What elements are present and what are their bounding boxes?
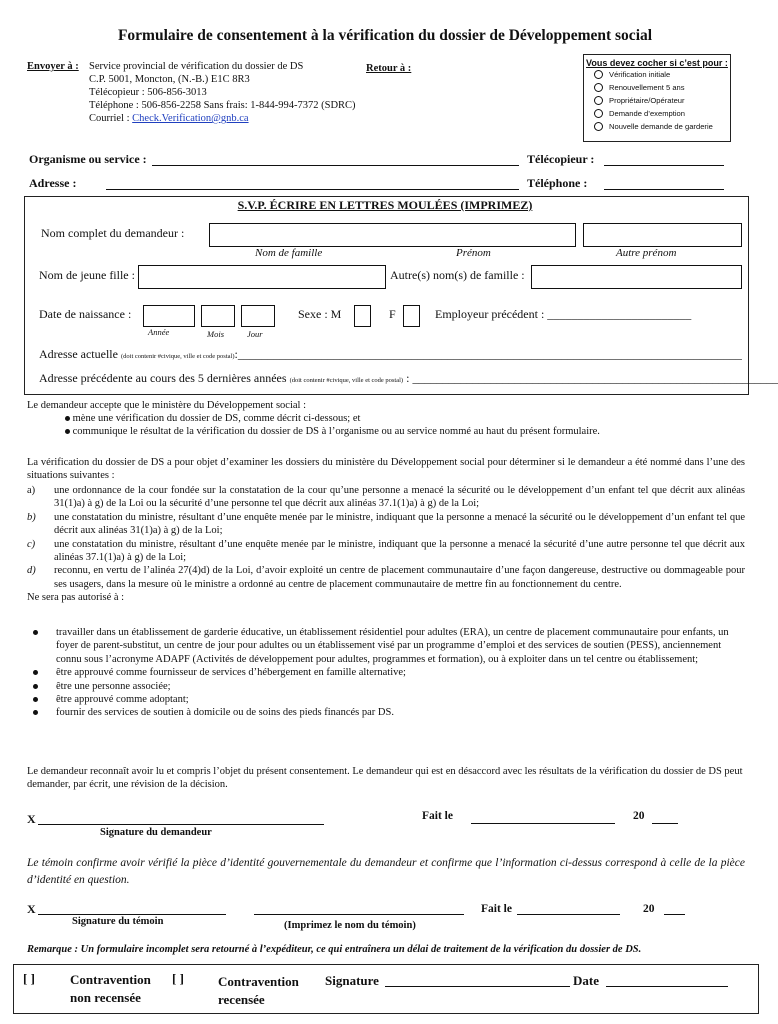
phone-field[interactable]: [604, 189, 724, 190]
radio-circle-icon[interactable]: [594, 83, 603, 92]
other-last-names-label: Autre(s) nom(s) de famille :: [390, 268, 525, 282]
page-title: Formulaire de consentement à la vérification du dossier de Développement social: [117, 27, 653, 44]
list-item: b) une constatation du ministre, résultant d’une enquête menée par le ministre, indiquant que la personne a menacé la sécurité ou le développement d’un enfant tel que décrit aux alinéas 31(1)a) à g) de la Loi;: [27, 511, 745, 537]
office-date-label: Date: [573, 973, 599, 988]
year-prefix: 20: [633, 810, 645, 822]
sex-f-checkbox[interactable]: [403, 305, 420, 327]
purpose-items: [27, 484, 745, 605]
address-line: C.P. 5001, Moncton, (N.-B.) E1C 8R3: [89, 74, 250, 85]
remark-text: Remarque : Un formulaire incomplet sera retourné à l’expéditeur, ce qui entraînera un délai de traitement de la vérification du dossier de DS.: [27, 944, 642, 955]
witness-done-on-label: Fait le: [481, 903, 512, 915]
list-item: d) reconnu, en vertu de l’alinéa 27(4)d) de la Loi, d’avoir exploité un centre de placement communautaire d’une façon dangereuse, destructive ou dommageable pour ses usagers, dans la mesure où le ministre a ordonné au centre de placement communautaire de mettre fin au fonctionnement du centre.: [27, 565, 745, 590]
bullet-icon: [65, 429, 70, 434]
witness-signature-label: Signature du témoin: [72, 916, 164, 927]
address-field[interactable]: [106, 189, 519, 190]
email-link[interactable]: Check.Verification@gnb.ca: [132, 113, 249, 124]
first-name-caption: Prénom: [456, 247, 491, 259]
current-address-line[interactable]: :____________________________________________________________________________________: [234, 347, 742, 361]
agreement-list: [65, 412, 745, 439]
month-caption: Mois: [207, 329, 224, 339]
list-item: être une personne associée;: [33, 680, 745, 693]
option-new-daycare[interactable]: Nouvelle demande de garderie: [594, 120, 730, 133]
office-date-field[interactable]: [606, 986, 728, 987]
previous-address-line[interactable]: : _____________________________________________________________: [406, 371, 778, 385]
purpose-checkbox-panel: [583, 54, 731, 142]
year-caption: Année: [148, 327, 170, 337]
bracket-checkbox-1[interactable]: [ ]: [23, 971, 35, 986]
list-item: a) une ordonnance de la cour fondée sur la constatation de la cour qu’une personne a menacé la sécurité ou le développement d’un enfant tel que décrit aux alinéas 31(1)a) à g) de la Loi ou la sécurité d’une personne tel que décrit aux alinéas 37.1(1)a) à g) de la Loi;: [27, 485, 745, 510]
address-line: Téléphone : 506-856-2258 Sans frais: 1-844-994-7372 (SDRC): [89, 100, 356, 111]
organisme-label: Organisme ou service :: [29, 152, 147, 166]
option-renewal[interactable]: Renouvellement 5 ans: [594, 81, 730, 94]
maiden-name-input[interactable]: [138, 265, 386, 289]
other-first-caption: Autre prénom: [616, 247, 677, 259]
contravention-not-recorded: Contravention non recensée: [70, 972, 151, 1005]
signature-x-mark: X: [27, 812, 36, 826]
office-signature-field[interactable]: [385, 986, 570, 987]
return-to-label: Retour à :: [366, 63, 412, 74]
send-to-label: Envoyer à :: [27, 61, 79, 72]
address-line: Service provincial de vérification du dossier de DS: [89, 61, 304, 72]
year-suffix-field[interactable]: [652, 823, 678, 824]
list-item: mène une vérification du dossier de DS, comme décrit ci-dessous; et: [65, 412, 745, 425]
list-item: être approuvé comme fournisseur de services d’hébergement en famille alternative;: [33, 666, 745, 679]
sex-f-label: F: [389, 307, 396, 321]
full-name-label: Nom complet du demandeur :: [41, 226, 185, 240]
previous-address-row[interactable]: [39, 371, 778, 386]
witness-done-on-field[interactable]: [517, 914, 620, 915]
agreement-intro: Le demandeur accepte que le ministère du Développement social :: [27, 400, 307, 411]
other-first-name-input[interactable]: [583, 223, 742, 247]
current-address-note: (doit contenir #civique, ville et code postal): [120, 353, 235, 360]
previous-address-label: Adresse précédente au cours des 5 dernières années: [39, 371, 287, 385]
not-allowed-list: [33, 626, 745, 720]
acknowledgement-text: Le demandeur reconnaît avoir lu et compris l’objet du présent consentement. Le demandeur qui est en désaccord avec les résultats de la vérification du dossier de DS peut demander, par écrit, une révision de la décision.: [27, 766, 743, 791]
done-on-field[interactable]: [471, 823, 615, 824]
bullet-icon: [33, 697, 38, 702]
option-initial-verification[interactable]: Vérification initiale: [594, 68, 730, 81]
address-label: Adresse :: [29, 176, 77, 190]
list-item: communique le résultat de la vérification du dossier de DS à l’organisme ou au service nommé au haut du présent formulaire.: [65, 425, 745, 438]
witness-statement: Le témoin confirme avoir vérifié la pièce d’identité gouvernementale du demandeur et confirme que l’information ci-dessus correspond à celle de la pièce d’identité en question.: [27, 857, 745, 886]
witness-year-prefix: 20: [643, 903, 655, 915]
witness-name-label: (Imprimez le nom du témoin): [284, 920, 416, 931]
office-signature-label: Signature: [325, 973, 379, 988]
send-to-address: [89, 60, 356, 125]
purpose-intro: La vérification du dossier de DS a pour objet d’examiner les dossiers du ministère du Développement social pour déterminer si le demandeur a été nommé dans l’une des situations suivantes :: [27, 457, 745, 482]
list-item: travailler dans un établissement de garderie éducative, un établissement résidentiel pour adultes (ERA), un centre de placement communautaire pour enfants, un foyer de parent-substitut, un centre de jour pour adultes ou un établissement visé par un programme d’emploi et des services de soutien (PESS), anciennement connu sous l’acronyme ADAPF (Activités de développement pour adultes, programmes et formation), ou à exploiter dans un tel centre ou établissement;: [33, 626, 745, 666]
list-item: fournir des services de soutien à domicile ou de soins des pieds financés par DS.: [33, 706, 745, 719]
panel-title: Vous devez cocher si c’est pour :: [586, 58, 728, 68]
phone-label: Téléphone :: [527, 176, 588, 190]
maiden-name-label: Nom de jeune fille :: [39, 268, 135, 282]
witness-name-field[interactable]: [254, 914, 464, 915]
applicant-signature-field[interactable]: [38, 824, 324, 825]
applicant-signature-label: Signature du demandeur: [100, 827, 212, 838]
witness-year-suffix-field[interactable]: [664, 914, 685, 915]
bracket-checkbox-2[interactable]: [ ]: [172, 971, 184, 986]
email-line: [89, 112, 356, 125]
fax-field[interactable]: [604, 165, 724, 166]
other-last-names-input[interactable]: [531, 265, 742, 289]
radio-circle-icon[interactable]: [594, 96, 603, 105]
dob-label: Date de naissance :: [39, 307, 132, 321]
fax-label: Télécopieur :: [527, 152, 595, 166]
witness-x-mark: X: [27, 902, 36, 916]
list-item: c) une constatation du ministre, résultant d’une enquête menée par le ministre, indiquant que la personne a menacé la sécurité d’une autre personne tel que décrit aux alinéas 37.1(1)a) à g) de la Loi;: [27, 538, 745, 564]
dob-year-input[interactable]: [143, 305, 195, 327]
dob-month-input[interactable]: [201, 305, 235, 327]
bullet-icon: [33, 710, 38, 715]
bullet-icon: [33, 684, 38, 689]
not-allowed-heading: Ne sera pas autorisé à :: [27, 592, 125, 604]
sex-m-checkbox[interactable]: [354, 305, 371, 327]
address-line: Télécopieur : 506-856-3013: [89, 87, 207, 98]
contravention-recorded: Contravention recensée: [218, 974, 299, 1007]
option-owner-operator[interactable]: Propriétaire/Opérateur: [594, 94, 730, 107]
list-item: être approuvé comme adoptant;: [33, 693, 745, 706]
last-name-caption: Nom de famille: [255, 247, 323, 259]
previous-employer-field[interactable]: Employeur précédent : ________________________: [435, 307, 692, 321]
email-prefix: Courriel :: [89, 113, 133, 124]
radio-circle-icon[interactable]: [594, 70, 603, 79]
radio-circle-icon[interactable]: [594, 122, 603, 131]
witness-signature-field[interactable]: [38, 914, 226, 915]
done-on-label: Fait le: [422, 810, 453, 822]
previous-address-note: (doit contenir #civique, ville et code postal): [289, 377, 404, 384]
current-address-row[interactable]: [39, 347, 742, 362]
option-exemption[interactable]: Demande d’exemption: [594, 107, 730, 120]
radio-circle-icon[interactable]: [594, 109, 603, 118]
full-name-input[interactable]: [209, 223, 576, 247]
current-address-label: Adresse actuelle: [39, 347, 118, 361]
day-caption: Jour: [247, 329, 263, 339]
organisme-field[interactable]: [152, 165, 519, 166]
bullet-icon: [33, 630, 38, 635]
sex-label: Sexe : M: [298, 307, 342, 321]
print-instruction: S.V.P. ÉCRIRE EN LETTRES MOULÉES (IMPRIMEZ): [237, 198, 533, 212]
dob-day-input[interactable]: [241, 305, 275, 327]
bullet-icon: [65, 416, 70, 421]
bullet-icon: [33, 670, 38, 675]
